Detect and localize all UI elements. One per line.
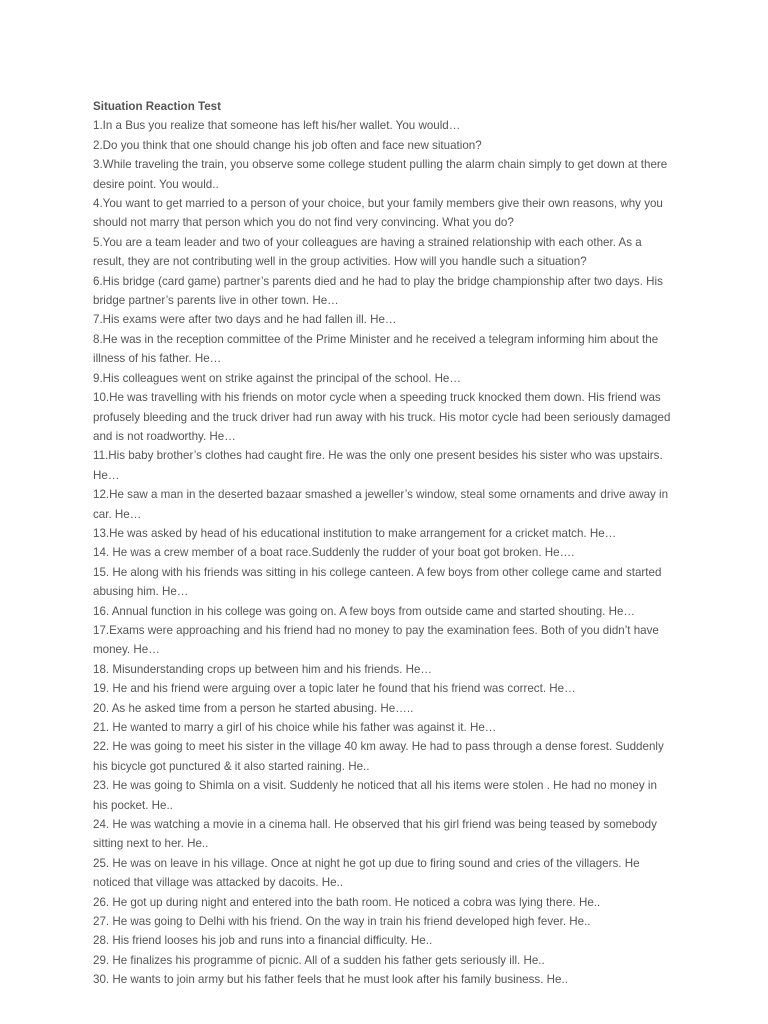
situation-item: 25. He was on leave in his village. Once at night he got up due to firing sound and cries of the villagers. He noticed that village was attacked by dacoits. He.. <box>93 856 640 890</box>
situation-item: 8.He was in the reception committee of the Prime Minister and he received a telegram informing him about the illness of his father. He… <box>93 332 659 366</box>
situation-item: 2.Do you think that one should change his job often and face new situation? <box>93 138 482 152</box>
situation-item: 19. He and his friend were arguing over a topic later he found that his friend was correct. He… <box>93 682 576 696</box>
situation-item: 7.His exams were after two days and he had fallen ill. He… <box>93 313 397 327</box>
situation-item: 23. He was going to Shimla on a visit. Suddenly he noticed that all his items were stolen . He had no money in his pocket. He.. <box>93 779 657 812</box>
document-page <box>93 97 673 990</box>
situation-item: 24. He was watching a movie in a cinema hall. He observed that his girl friend was being teased by somebody sitting next to her. He.. <box>93 818 657 851</box>
situation-item: 20. As he asked time from a person he started abusing. He….. <box>93 701 414 715</box>
situation-item: 12.He saw a man in the deserted bazaar smashed a jeweller’s window, steal some ornaments and drive away in car. He… <box>93 488 669 521</box>
situation-item: 15. He along with his friends was sitting in his college canteen. A few boys from other college came and started abusing him. He… <box>93 565 662 599</box>
situation-list <box>93 116 673 989</box>
situation-item: 29. He finalizes his programme of picnic. All of a sudden his father gets seriously ill. He.. <box>93 953 545 967</box>
situation-item: 16. Annual function in his college was going on. A few boys from outside came and started shouting. He… <box>93 604 636 618</box>
situation-item: 18. Misunderstanding crops up between him and his friends. He… <box>93 662 432 676</box>
situation-item: 17.Exams were approaching and his friend had no money to pay the examination fees. Both of you didn’t have money. He… <box>93 623 659 657</box>
document-title: Situation Reaction Test <box>93 100 221 113</box>
situation-item: 21. He wanted to marry a girl of his choice while his father was against it. He… <box>93 721 497 734</box>
situation-item: 11.His baby brother’s clothes had caught fire. He was the only one present besides his sister who was upstairs. He… <box>93 449 663 482</box>
situation-item: 1.In a Bus you realize that someone has left his/her wallet. You would… <box>93 119 461 133</box>
situation-item: 13.He was asked by head of his educational institution to make arrangement for a cricket match. He… <box>93 526 617 540</box>
situation-item: 26. He got up during night and entered into the bath room. He noticed a cobra was lying there. He.. <box>93 895 601 909</box>
situation-item: 28. His friend looses his job and runs into a financial difficulty. He.. <box>93 934 433 948</box>
situation-item: 30. He wants to join army but his father feels that he must look after his family business. He.. <box>93 973 568 987</box>
situation-item: 3.While traveling the train, you observe some college student pulling the alarm chain simply to get down at there desire point. You would.. <box>93 158 668 191</box>
situation-item: 27. He was going to Delhi with his friend. On the way in train his friend developed high fever. He.. <box>93 915 591 929</box>
situation-item: 4.You want to get married to a person of your choice, but your family members give their own reasons, why you should not marry that person which you do not find very convincing. What you do? <box>93 197 663 230</box>
situation-item: 5.You are a team leader and two of your colleagues are having a strained relationship with each other. As a result, they are not contributing well in the group activities. How will you handle such a situation? <box>93 235 642 269</box>
situation-item: 22. He was going to meet his sister in the village 40 km away. He had to pass through a dense forest. Suddenly his bicycle got punctured & it also started raining. He.. <box>93 740 664 773</box>
situation-item: 10.He was travelling with his friends on motor cycle when a speeding truck knocked them down. His friend was profusely bleeding and the truck driver had run away with his truck. His motor cycle had been seriously damaged and is not roadworthy. He… <box>93 391 671 443</box>
situation-item: 14. He was a crew member of a boat race.Suddenly the rudder of your boat got broken. He…. <box>93 546 575 560</box>
situation-item: 9.His colleagues went on strike against the principal of the school. He… <box>93 371 461 385</box>
situation-item: 6.His bridge (card game) partner’s parents died and he had to play the bridge championship after two days. His bridge partner’s parents live in other town. He… <box>93 274 663 308</box>
